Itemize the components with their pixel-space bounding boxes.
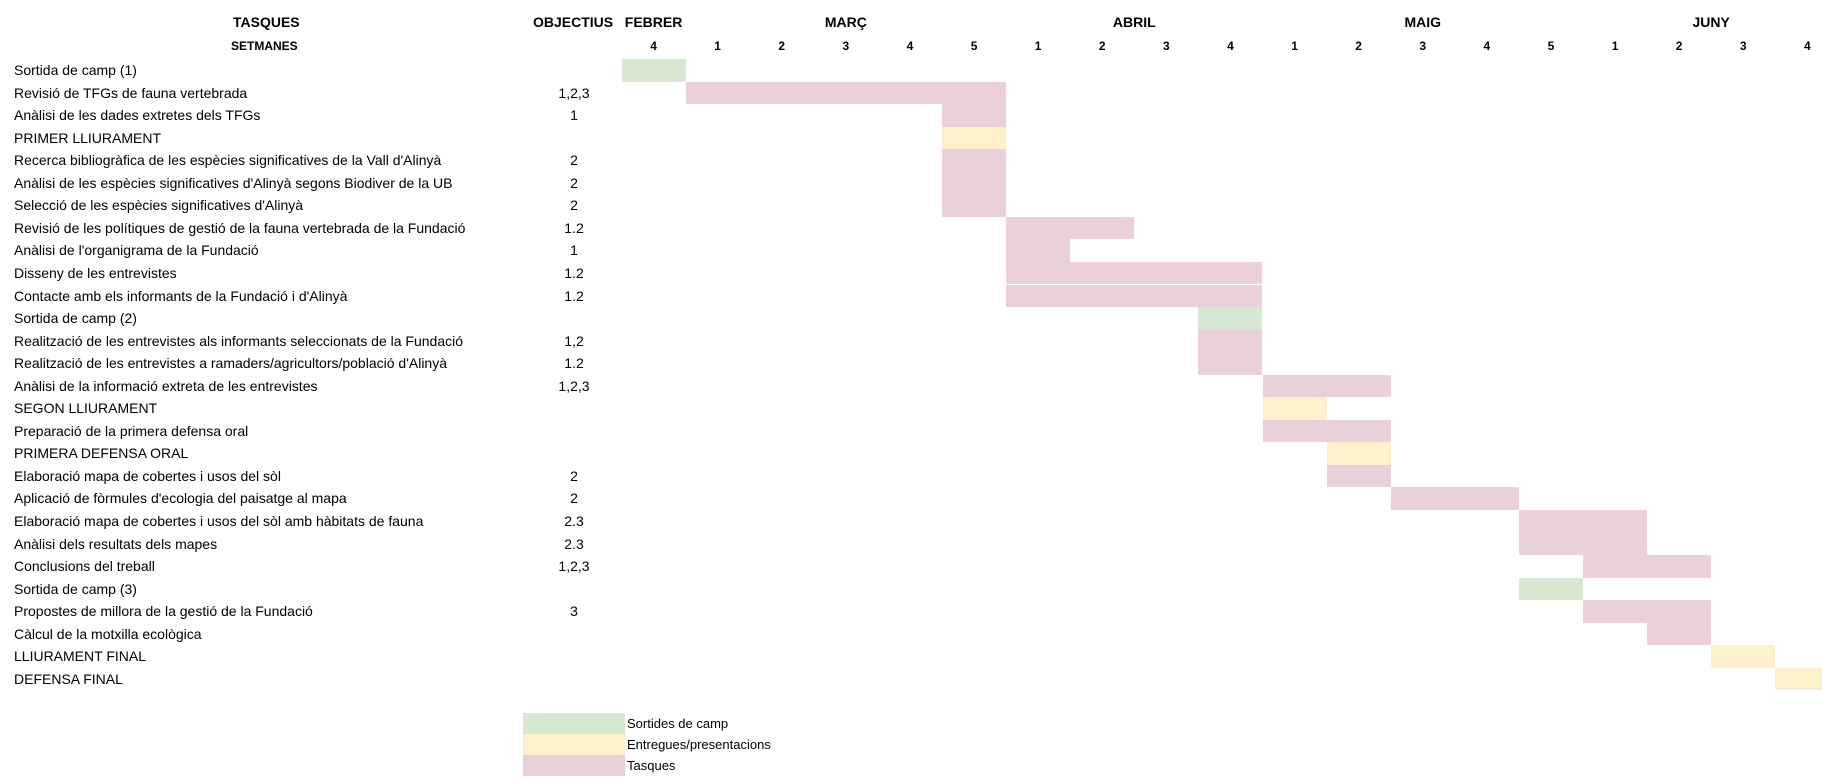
legend-label: Sortides de camp xyxy=(627,716,729,731)
task-objectives: 1 xyxy=(570,242,578,259)
week-label: 4 xyxy=(906,39,914,53)
task-bar xyxy=(942,127,1006,150)
task-name: Anàlisi de les espècies significatives d'Alinyà segons Biodiver de la UB xyxy=(14,174,453,191)
task-objectives: 1 xyxy=(570,107,578,124)
header-tasks: TASQUES xyxy=(233,14,300,30)
task-bar xyxy=(1647,623,1711,646)
task-bar xyxy=(1263,397,1327,420)
task-bar xyxy=(942,149,1006,172)
task-name: Anàlisi de la informació extreta de les entrevistes xyxy=(14,377,318,394)
legend-label: Tasques xyxy=(627,758,676,773)
task-objectives: 2 xyxy=(570,174,578,191)
task-bar xyxy=(1327,465,1391,488)
task-bar xyxy=(1263,420,1391,443)
task-name: Disseny de les entrevistes xyxy=(14,264,177,281)
legend-swatch xyxy=(523,755,625,776)
task-objectives: 2 xyxy=(570,467,578,484)
task-objectives: 1.2 xyxy=(564,355,584,372)
task-name: Preparació de la primera defensa oral xyxy=(14,422,249,439)
task-objectives: 2 xyxy=(570,490,578,507)
month-header: JUNY xyxy=(1692,14,1730,30)
task-name: Càlcul de la motxilla ecològica xyxy=(14,625,202,642)
task-bar xyxy=(1263,375,1391,398)
task-bar xyxy=(1583,555,1711,578)
task-objectives: 2 xyxy=(570,152,578,169)
task-name: Realització de les entrevistes a ramaders/agricultors/població d'Alinyà xyxy=(14,355,447,372)
task-name: Sortida de camp (1) xyxy=(14,62,137,78)
task-name: Sortida de camp (2) xyxy=(14,310,137,327)
task-bar xyxy=(1519,510,1647,533)
task-name: Sortida de camp (3) xyxy=(14,580,137,597)
month-header: ABRIL xyxy=(1112,14,1156,30)
header-objectives: OBJECTIUS xyxy=(533,14,614,30)
month-header: FEBRER xyxy=(624,14,683,30)
task-name: Elaboració mapa de cobertes i usos del sòl amb hàbitats de fauna xyxy=(14,513,424,529)
task-objectives: 1.2 xyxy=(564,219,584,236)
task-name: Revisió de TFGs de fauna vertebrada xyxy=(14,84,248,101)
task-bar xyxy=(1198,330,1262,353)
task-bar xyxy=(1006,262,1262,285)
task-bar xyxy=(686,82,1007,105)
task-name: Anàlisi de les dades extretes dels TFGs xyxy=(14,107,261,124)
week-label: 3 xyxy=(1739,39,1747,53)
task-bar xyxy=(1198,352,1262,375)
week-label: 2 xyxy=(1098,39,1106,53)
task-bar xyxy=(1327,442,1391,465)
month-header: MAIG xyxy=(1404,14,1442,30)
task-objectives: 2 xyxy=(570,197,578,214)
task-name: SEGON LLIURAMENT xyxy=(14,400,158,417)
task-name: DEFENSA FINAL xyxy=(14,670,123,687)
task-name: Realització de les entrevistes als informants seleccionats de la Fundació xyxy=(14,332,464,349)
header-weeks: SETMANES xyxy=(231,39,298,53)
task-name: PRIMERA DEFENSA ORAL xyxy=(14,445,189,462)
task-objectives: 1,2,3 xyxy=(558,377,590,394)
legend-swatch xyxy=(523,713,625,734)
task-bar xyxy=(1198,307,1262,330)
task-objectives: 2.3 xyxy=(564,513,584,529)
week-label: 1 xyxy=(714,39,721,53)
task-bar xyxy=(1775,668,1822,691)
task-objectives: 1,2 xyxy=(564,332,584,349)
task-name: Contacte amb els informants de la Fundació i d'Alinyà xyxy=(14,287,348,304)
week-label: 3 xyxy=(1419,39,1427,53)
week-label: 2 xyxy=(778,39,786,53)
task-bar xyxy=(1006,285,1262,308)
task-name: Revisió de les polítiques de gestió de la fauna vertebrada de la Fundació xyxy=(14,219,466,236)
week-label: 4 xyxy=(1804,39,1811,53)
legend-label: Entregues/presentacions xyxy=(627,737,771,752)
week-label: 1 xyxy=(1611,39,1619,53)
task-name: Recerca bibliogràfica de les espècies significatives de la Vall d'Alinyà xyxy=(14,152,442,169)
task-bar xyxy=(942,194,1006,217)
task-objectives: 1,2,3 xyxy=(558,84,590,101)
week-label: 5 xyxy=(970,39,978,53)
week-label: 4 xyxy=(1227,39,1234,53)
task-objectives: 1.2 xyxy=(564,264,584,281)
task-bar xyxy=(1583,600,1711,623)
task-name: LLIURAMENT FINAL xyxy=(14,648,146,665)
legend-swatch xyxy=(523,734,625,755)
task-name: Propostes de millora de la gestió de la Fundació xyxy=(14,603,313,620)
task-name: Anàlisi dels resultats dels mapes xyxy=(14,535,218,552)
task-name: Aplicació de fòrmules d'ecologia del paisatge al mapa xyxy=(14,490,347,507)
week-label: 5 xyxy=(1547,39,1555,53)
week-label: 3 xyxy=(842,39,850,53)
task-bar xyxy=(622,59,686,82)
week-label: 4 xyxy=(1483,39,1491,53)
task-objectives: 2.3 xyxy=(564,535,584,552)
week-label: 2 xyxy=(1675,39,1683,53)
task-bar xyxy=(1711,645,1775,668)
task-bar xyxy=(1391,487,1519,510)
task-objectives: 3 xyxy=(570,603,578,620)
week-label: 2 xyxy=(1355,39,1362,53)
task-bar xyxy=(1519,533,1647,556)
task-name: PRIMER LLIURAMENT xyxy=(14,129,162,146)
task-bar xyxy=(942,172,1006,195)
month-header: MARÇ xyxy=(824,14,867,30)
task-name: Conclusions del treball xyxy=(14,558,155,575)
task-bar xyxy=(1006,239,1070,262)
task-bar xyxy=(1519,578,1583,601)
week-label: 3 xyxy=(1163,39,1170,53)
task-name: Anàlisi de l'organigrama de la Fundació xyxy=(14,242,259,259)
week-label: 1 xyxy=(1034,39,1042,53)
week-label: 1 xyxy=(1291,39,1298,53)
task-name: Selecció de les espècies significatives d'Alinyà xyxy=(14,197,304,214)
task-objectives: 1.2 xyxy=(564,287,584,304)
task-name: Elaboració mapa de cobertes i usos del sòl xyxy=(14,467,281,484)
task-objectives: 1,2,3 xyxy=(558,558,590,575)
task-bar xyxy=(1006,217,1134,240)
task-bar xyxy=(942,104,1006,127)
week-label: 4 xyxy=(650,39,657,53)
